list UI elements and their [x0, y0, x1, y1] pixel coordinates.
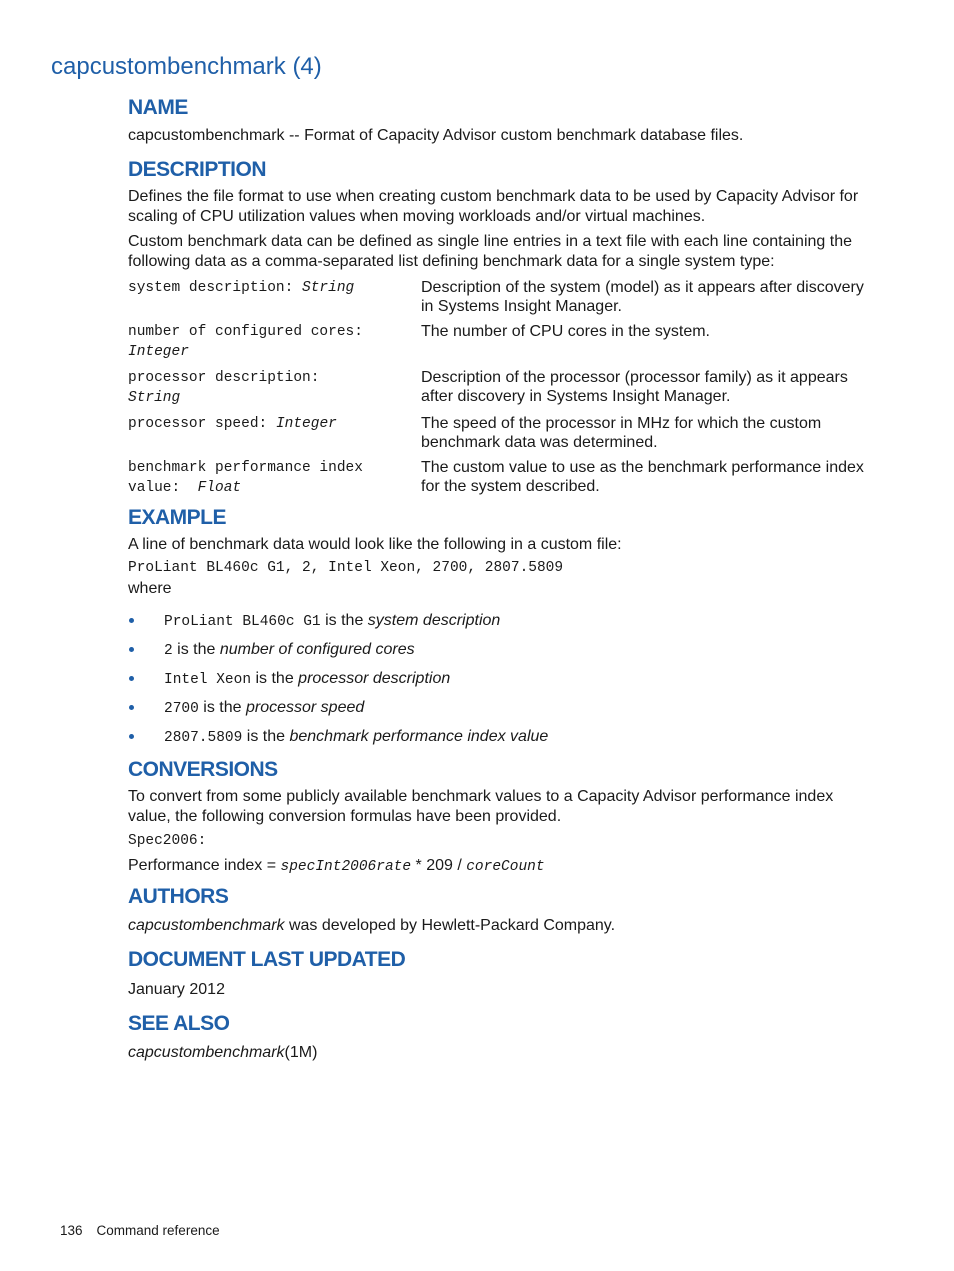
- field-definition: The custom value to use as the benchmark performance index for the system described.: [421, 459, 864, 495]
- list-item: 2 is the number of configured cores: [128, 636, 873, 665]
- list-item: Intel Xeon is the processor description: [128, 665, 873, 694]
- field-term: number of configured cores: Integer: [128, 324, 363, 360]
- last-updated-date: January 2012: [128, 981, 225, 998]
- section-heading-last-updated: DOCUMENT LAST UPDATED: [128, 948, 406, 971]
- example-intro: A line of benchmark data would look like the following in a custom file:: [128, 536, 622, 553]
- section-heading-see-also: SEE ALSO: [128, 1012, 230, 1035]
- example-where: where: [128, 580, 172, 597]
- field-term: processor description: String: [128, 370, 320, 406]
- field-term: processor speed: Integer: [128, 416, 337, 432]
- example-bullet-list: [128, 607, 873, 752]
- conversions-code-label: Spec2006:: [128, 833, 207, 849]
- description-paragraph-1: Defines the file format to use when creating custom benchmark data to be used by Capacity Advisor for scaling of CPU utilization values when moving workloads and/or virtual machines.: [128, 188, 859, 225]
- page-number: 136: [60, 1223, 83, 1238]
- field-term: system description: String: [128, 280, 355, 296]
- name-text: capcustombenchmark -- Format of Capacity Advisor custom benchmark database files.: [128, 127, 744, 144]
- list-item: 2807.5809 is the benchmark performance index value: [128, 723, 873, 752]
- section-heading-example: EXAMPLE: [128, 506, 227, 529]
- list-item: 2700 is the processor speed: [128, 694, 873, 723]
- conversion-formula: Performance index = specInt2006rate * 209 / coreCount: [128, 857, 545, 875]
- field-term: benchmark performance index value: Float: [128, 460, 363, 496]
- see-also-reference: capcustombenchmark(1M): [128, 1044, 318, 1061]
- section-heading-description: DESCRIPTION: [128, 158, 267, 181]
- description-paragraph-2: Custom benchmark data can be defined as single line entries in a text file with each line containing the following data as a comma-separated list defining benchmark data for a single system type:: [128, 233, 852, 270]
- footer-section-name: Command reference: [96, 1223, 220, 1238]
- page-title: capcustombenchmark (4): [51, 53, 322, 80]
- field-definition: The number of CPU cores in the system.: [421, 323, 710, 340]
- section-heading-conversions: CONVERSIONS: [128, 758, 278, 781]
- example-code: ProLiant BL460c G1, 2, Intel Xeon, 2700, 2807.5809: [128, 560, 564, 576]
- page-footer: [60, 1223, 220, 1238]
- field-definition: Description of the processor (processor family) as it appears after discovery in Systems Insight Manager.: [421, 369, 848, 405]
- section-heading-authors: AUTHORS: [128, 885, 229, 908]
- conversions-text: To convert from some publicly available benchmark values to a Capacity Advisor performance index value, the following conversion formulas have been provided.: [128, 788, 834, 825]
- field-definition: Description of the system (model) as it appears after discovery in Systems Insight Manager.: [421, 279, 864, 315]
- field-definition: The speed of the processor in MHz for which the custom benchmark data was determined.: [421, 415, 822, 451]
- field-definition-list: [128, 278, 873, 498]
- section-heading-name: NAME: [128, 96, 188, 119]
- authors-text: capcustombenchmark was developed by Hewlett-Packard Company.: [128, 917, 616, 934]
- list-item: ProLiant BL460c G1 is the system description: [128, 607, 873, 636]
- man-page-body: [128, 92, 873, 1063]
